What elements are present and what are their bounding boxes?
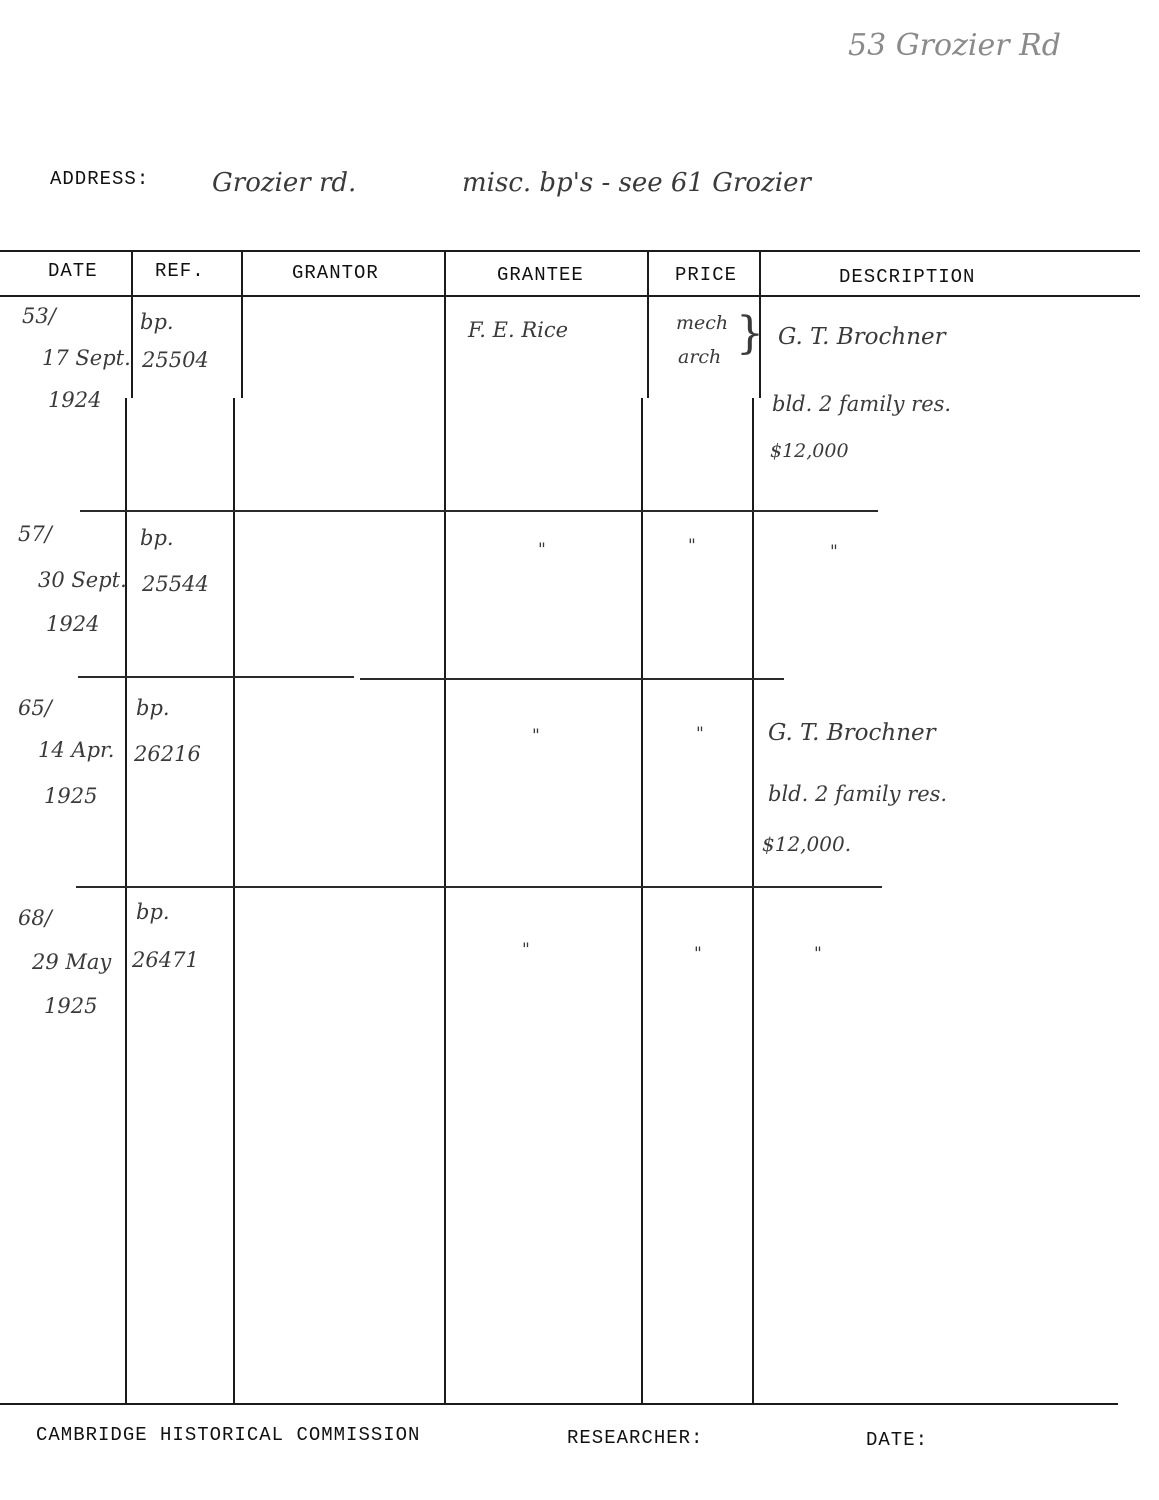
header-ref: REF. bbox=[155, 260, 205, 282]
date-day-month: 14 Apr. bbox=[38, 738, 115, 762]
ref-type: bp. bbox=[140, 526, 174, 550]
ref-number: 26471 bbox=[132, 948, 199, 972]
description-cost: $12,000 bbox=[770, 440, 849, 462]
page-note: 53 Grozier Rd bbox=[848, 28, 1061, 63]
grantee-ditto: " bbox=[538, 540, 546, 560]
date-day-month: 17 Sept. bbox=[42, 346, 131, 370]
column-divider bbox=[444, 250, 446, 1403]
footer-commission: CAMBRIDGE HISTORICAL COMMISSION bbox=[36, 1424, 421, 1446]
address-label: ADDRESS: bbox=[50, 168, 150, 190]
table-bottom-rule bbox=[0, 1403, 1118, 1405]
ref-type: bp. bbox=[140, 310, 174, 334]
ref-number: 25544 bbox=[142, 572, 209, 596]
address-street: Grozier rd. bbox=[212, 168, 357, 198]
description-builder: G. T. Brochner bbox=[768, 720, 936, 746]
date-entry-number: 65/ bbox=[18, 696, 52, 720]
footer-researcher-label: RESEARCHER: bbox=[567, 1427, 704, 1449]
row-separator bbox=[360, 678, 784, 680]
description-work: bld. 2 family res. bbox=[772, 392, 952, 416]
header-price: PRICE bbox=[675, 264, 738, 286]
footer-date-label: DATE: bbox=[866, 1429, 929, 1451]
price-ditto: " bbox=[696, 724, 704, 744]
ref-number: 26216 bbox=[134, 742, 201, 766]
description-ditto: " bbox=[830, 542, 838, 562]
header-date: DATE bbox=[48, 260, 98, 282]
address-note: misc. bp's - see 61 Grozier bbox=[462, 168, 811, 198]
date-year: 1924 bbox=[46, 612, 100, 636]
column-divider bbox=[641, 398, 643, 1403]
header-grantee: GRANTEE bbox=[497, 264, 584, 286]
row-separator bbox=[76, 886, 882, 888]
header-description: DESCRIPTION bbox=[839, 266, 976, 288]
description-ditto: " bbox=[814, 944, 822, 964]
grantee-name: F. E. Rice bbox=[468, 318, 569, 342]
date-year: 1925 bbox=[44, 784, 98, 808]
description-work: bld. 2 family res. bbox=[768, 782, 948, 806]
date-year: 1924 bbox=[48, 388, 102, 412]
column-divider bbox=[233, 398, 235, 1403]
row-separator bbox=[78, 676, 354, 678]
price-ditto: " bbox=[694, 944, 702, 964]
grantee-ditto: " bbox=[532, 726, 540, 746]
description-cost: $12,000. bbox=[762, 832, 852, 856]
ref-type: bp. bbox=[136, 696, 170, 720]
date-year: 1925 bbox=[44, 994, 98, 1018]
price-ditto: " bbox=[688, 536, 696, 556]
price-brace: } bbox=[736, 308, 764, 359]
column-divider bbox=[131, 250, 133, 398]
table-top-rule bbox=[0, 250, 1140, 252]
date-day-month: 30 Sept. bbox=[38, 568, 127, 592]
ref-type: bp. bbox=[136, 900, 170, 924]
date-day-month: 29 May bbox=[32, 950, 112, 974]
row-separator bbox=[80, 510, 878, 512]
price-line-2: arch bbox=[678, 346, 722, 368]
table-header-rule bbox=[0, 295, 1140, 297]
column-divider bbox=[752, 398, 754, 1403]
column-divider bbox=[647, 250, 649, 398]
description-builder: G. T. Brochner bbox=[778, 324, 946, 350]
grantee-ditto: " bbox=[522, 940, 530, 960]
column-divider bbox=[241, 250, 243, 398]
price-line-1: mech bbox=[676, 312, 729, 334]
date-entry-number: 68/ bbox=[18, 906, 52, 930]
date-entry-number: 57/ bbox=[18, 522, 52, 546]
header-grantor: GRANTOR bbox=[292, 262, 379, 284]
date-entry-number: 53/ bbox=[22, 304, 56, 328]
ref-number: 25504 bbox=[142, 348, 209, 372]
column-divider bbox=[125, 398, 127, 1403]
